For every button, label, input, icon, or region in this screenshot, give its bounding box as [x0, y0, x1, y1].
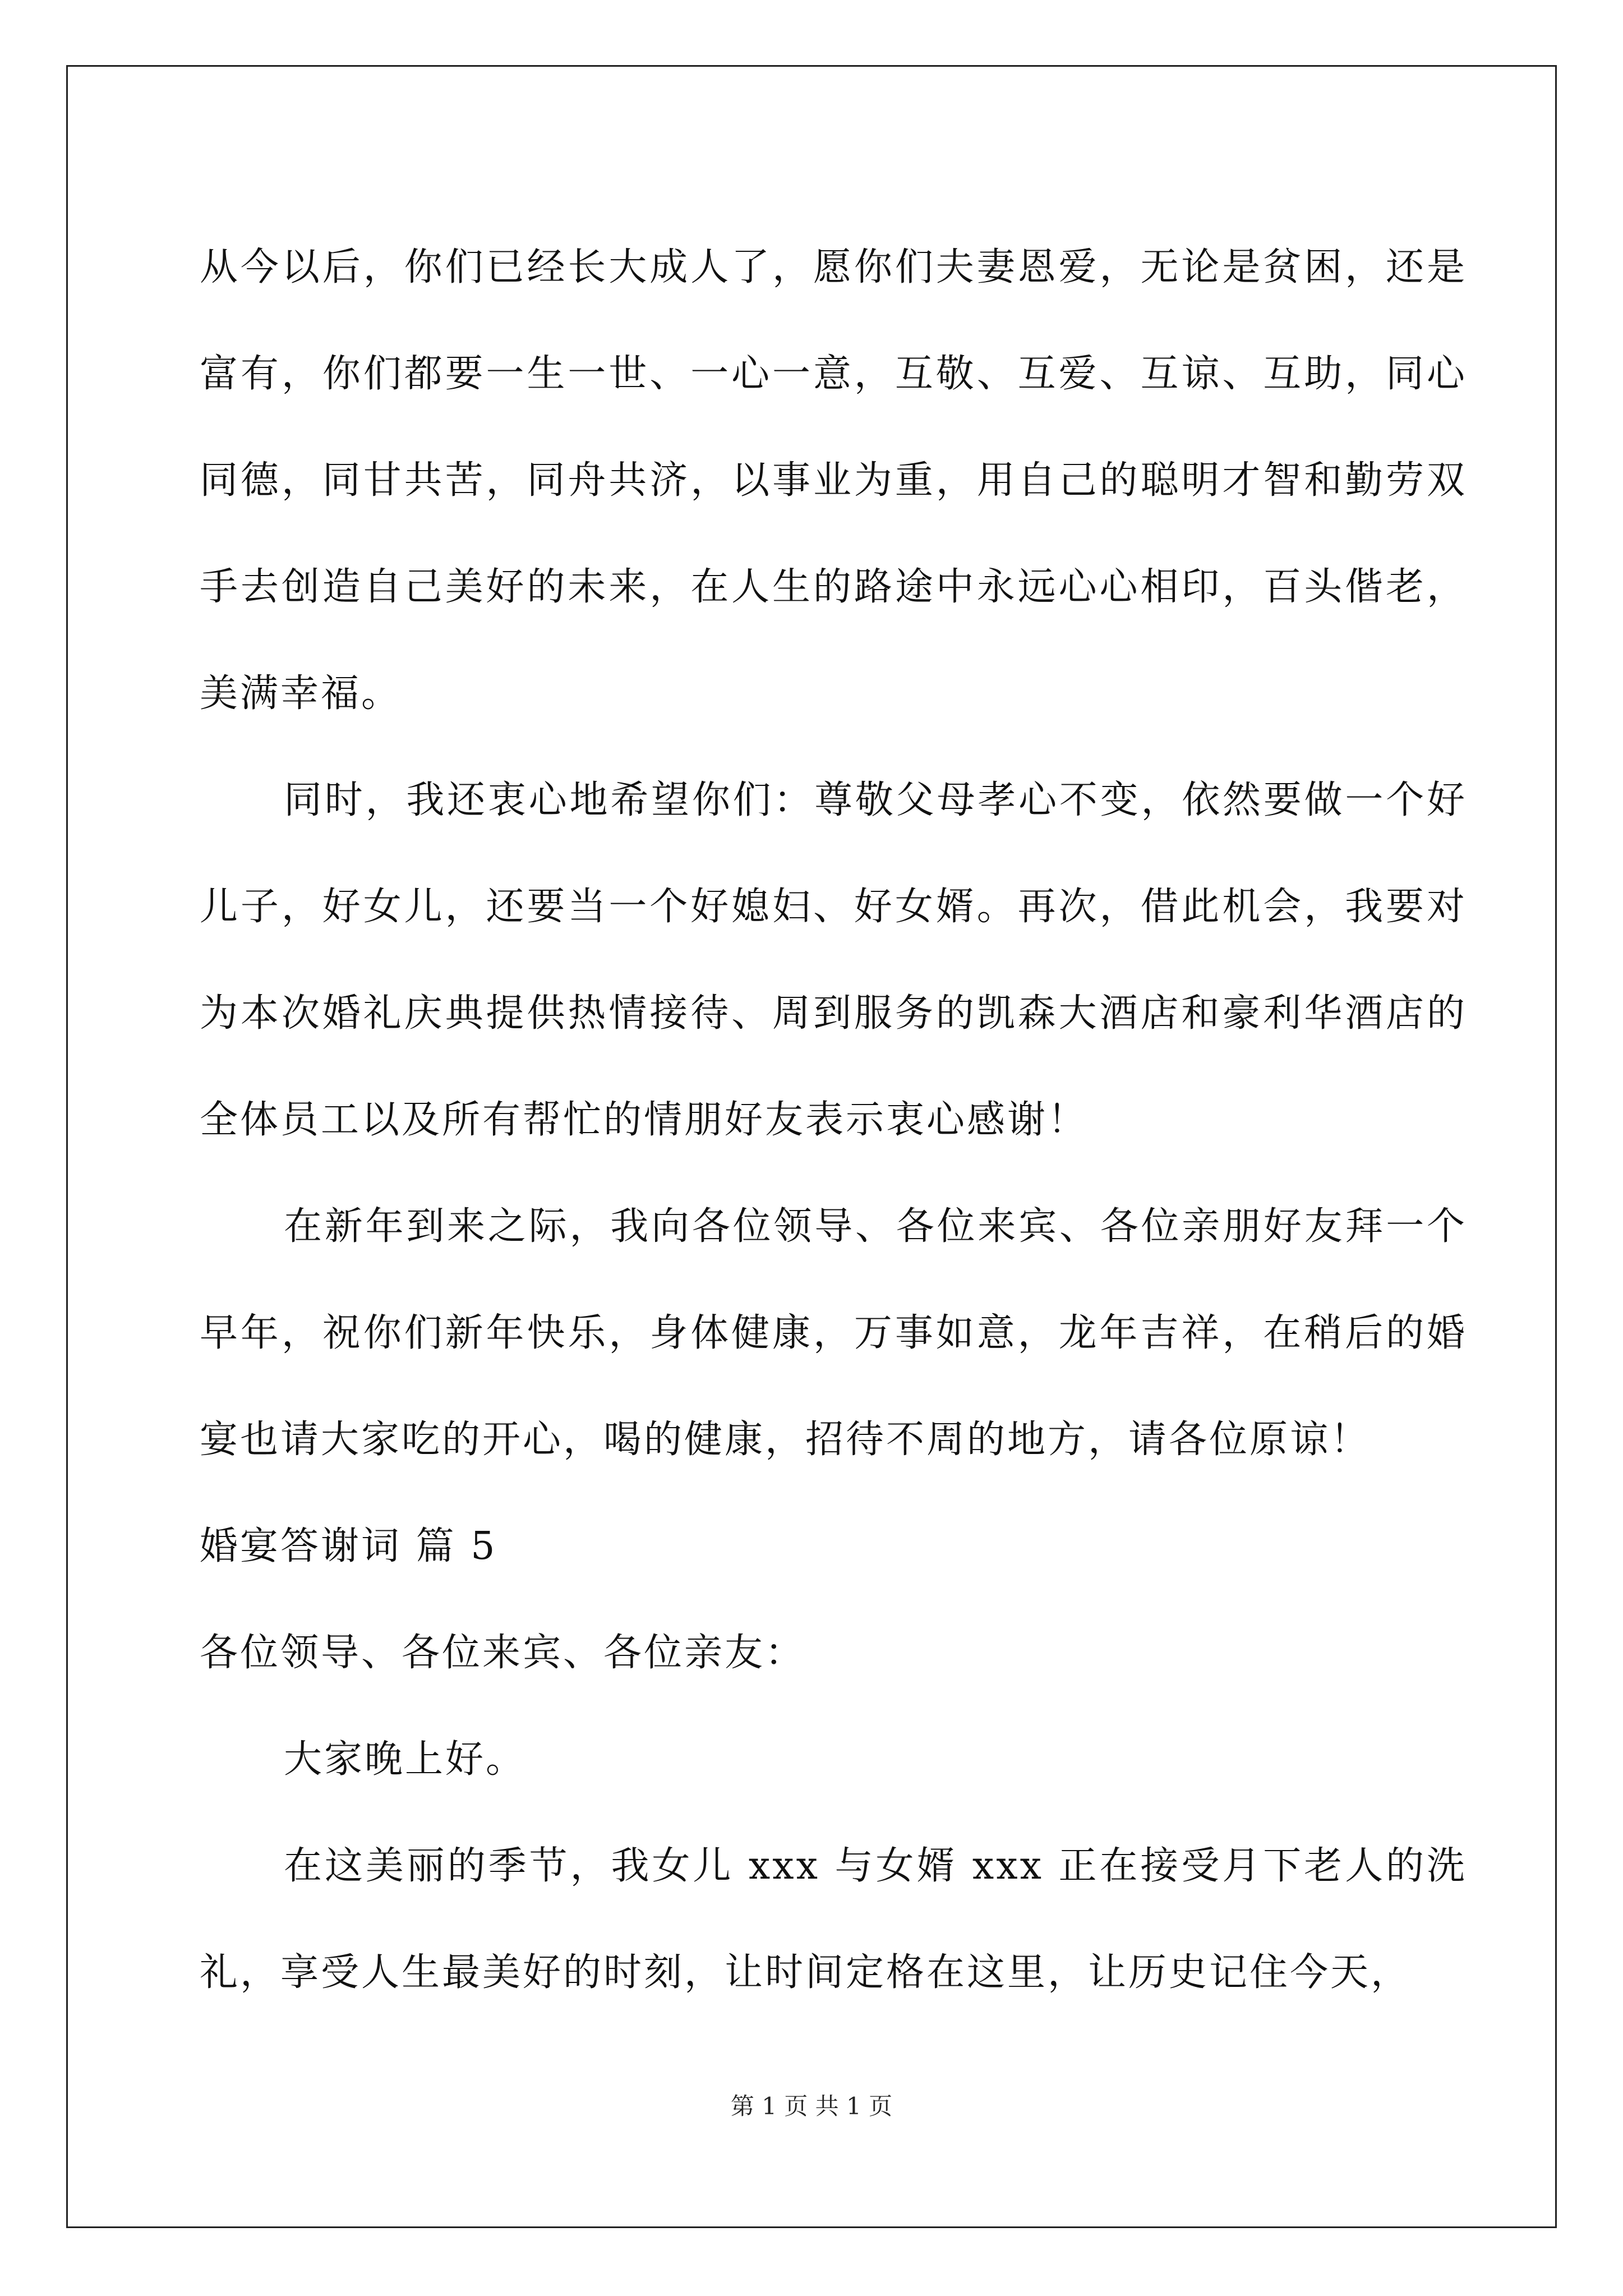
paragraph-3: 在新年到来之际，我向各位领导、各位来宾、各位亲朋好友拜一个早年，祝你们新年快乐，身体健康，万事如意，龙年吉祥，在稍后的婚宴也请大家吃的开心，喝的健康，招待不周的地方，请各位原谅！ — [200, 1204, 1467, 1462]
paragraph-last: 在这美丽的季节，我女儿 xxx 与女婿 xxx 正在接受月下老人的洗礼，享受人生最美好的时刻，让时间定格在这里，让历史记住今天， — [200, 1844, 1467, 1995]
document-body — [200, 214, 1467, 2026]
greeting: 大家晚上好。 — [284, 1737, 527, 1782]
section-heading: 婚宴答谢词 篇 5 — [200, 1524, 497, 1568]
salutation: 各位领导、各位来宾、各位亲友： — [200, 1631, 806, 1675]
paragraph-2: 同时，我还衷心地希望你们：尊敬父母孝心不变，依然要做一个好儿子，好女儿，还要当一个好媳妇、好女婿。再次，借此机会，我要对为本次婚礼庆典提供热情接待、周到服务的凯森大酒店和豪利华酒店的全体员工以及所有帮忙的情朋好友表示衷心感谢！ — [200, 778, 1467, 1142]
paragraph-1: 从今以后，你们已经长大成人了，愿你们夫妻恩爱，无论是贫困，还是富有，你们都要一生一世、一心一意，互敬、互爱、互谅、互助，同心同德，同甘共苦，同舟共济，以事业为重，用自己的聪明才智和勤劳双手去创造自己美好的未来，在人生的路途中永远心心相印，百头偕老，美满幸福。 — [200, 245, 1467, 716]
page-footer: 第 1 页 共 1 页 — [730, 2092, 893, 2120]
